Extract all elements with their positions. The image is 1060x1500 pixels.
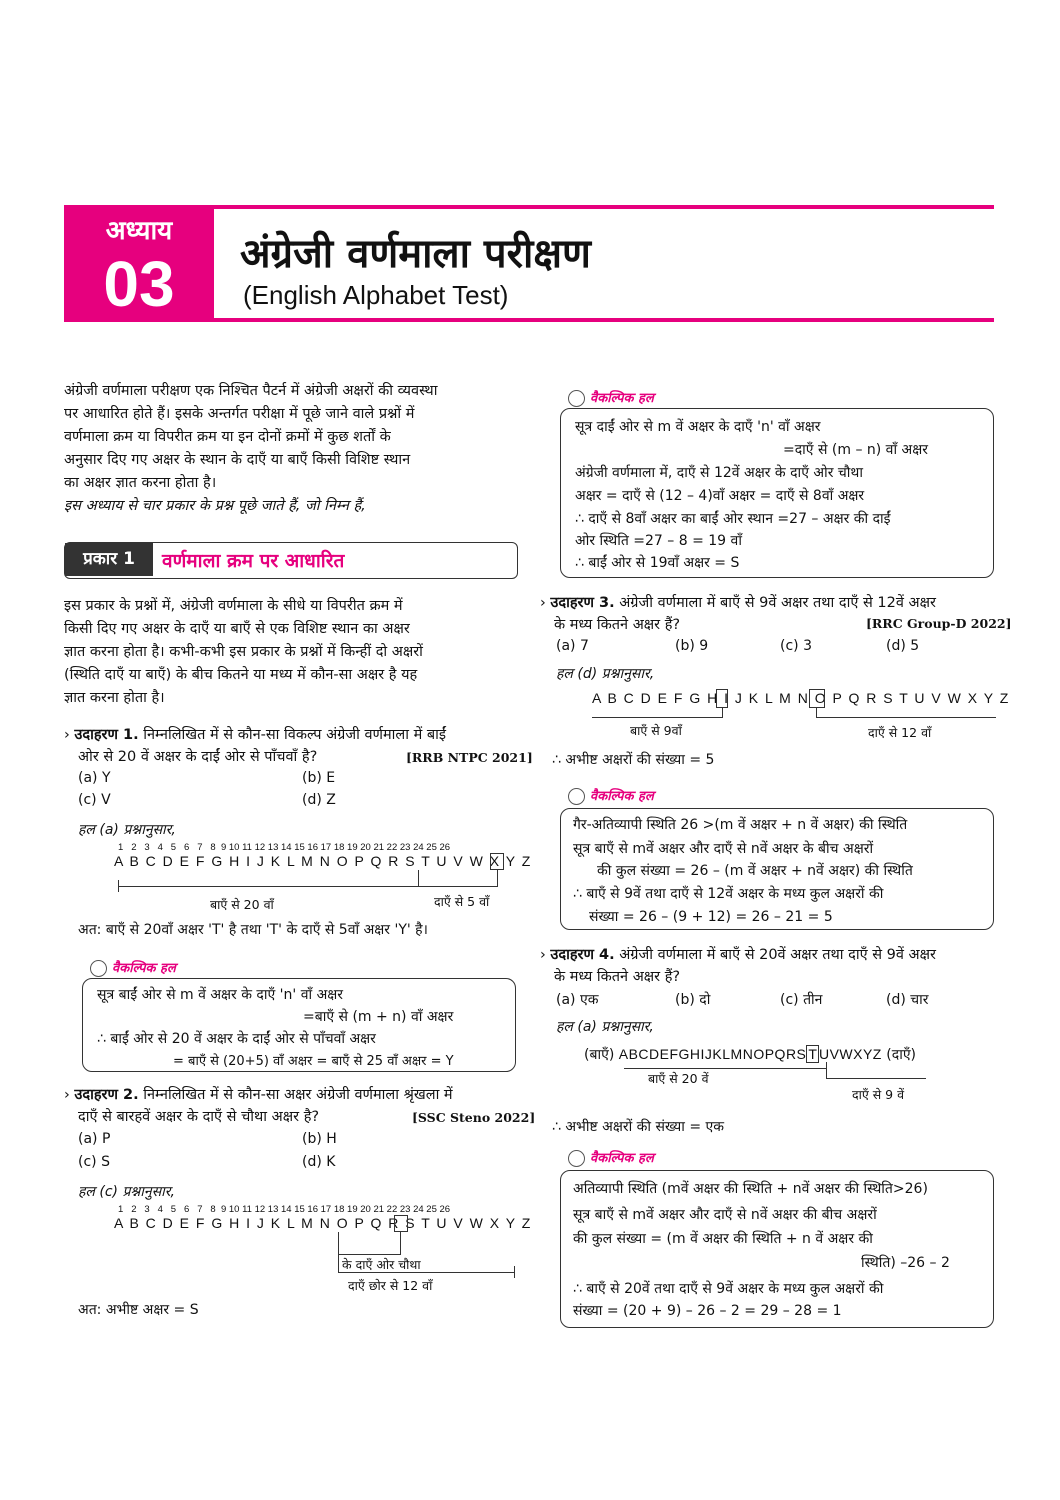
example-label: उदाहरण 2. xyxy=(74,1087,139,1103)
alt-line: ∴ दाएँ से 8वाँ अक्षर का बाईं ओर स्थान =27 – अक्षर की दाईं xyxy=(575,511,891,527)
option-d: (d) चार xyxy=(886,992,929,1008)
alt-solution-box-1 xyxy=(82,978,516,1072)
example-2-source: [SSC Steno 2022] xyxy=(412,1110,536,1125)
right-word: (दाएँ) xyxy=(886,1047,917,1063)
right-bracket-line xyxy=(816,717,996,718)
question-text: अंग्रेजी वर्णमाला में बाएँ से 20वें अक्षर तथा दाएँ से 9वें अक्षर xyxy=(619,947,936,963)
right-label: दाएँ से 5 वाँ xyxy=(434,894,490,909)
alphabet-positions: 1 2 3 4 5 6 7 8 9 10 11 12 13 14 15 16 17 18 19 20 21 22 23 24 25 26 xyxy=(118,1204,451,1215)
alt-solution-label xyxy=(568,388,654,407)
alt-line: स्थिति) –26 – 2 xyxy=(861,1255,950,1271)
option-a: (a) P xyxy=(78,1131,111,1147)
bracket-tick xyxy=(816,708,817,718)
option-d: (d) Z xyxy=(302,792,336,808)
left-bracket-line xyxy=(592,717,722,718)
alt-solution-box-2 xyxy=(560,408,994,578)
intro-paragraph xyxy=(64,380,516,518)
example-3-source: [RRC Group-D 2022] xyxy=(866,616,1012,631)
conclusion: ∴ अभीष्ट अक्षरों की संख्या = एक xyxy=(552,1119,725,1135)
alt-line: सूत्र बाएँ से mवें अक्षर और दाएँ से nवें अक्षर के बीच अक्षरों xyxy=(573,841,874,857)
type1-paragraph xyxy=(64,595,516,710)
bracket-tick xyxy=(497,870,498,887)
example-label: उदाहरण 3. xyxy=(550,595,615,611)
type1-line: इस प्रकार के प्रश्नों में, अंग्रेजी वर्णमाला के सीधे या विपरीत क्रम में xyxy=(64,598,403,614)
alt-line: अतिव्यापी स्थिति (mवें अक्षर की स्थिति + nवें अक्षर की स्थिति>26) xyxy=(573,1181,928,1197)
alt-line: ∴ बाएँ से 9वें तथा दाएँ से 12वें अक्षर के मध्य कुल अक्षरों की xyxy=(573,886,884,902)
right-bracket-line xyxy=(418,886,498,887)
intro-line: वर्णमाला क्रम या विपरीत क्रम या इन दोनों क्रमों में कुछ शर्तों के xyxy=(64,429,391,445)
bulb-icon xyxy=(90,960,107,977)
question-text: के मध्य कितने अक्षर हैं? xyxy=(554,969,681,985)
alt-line: ∴ बाईं ओर से 19वाँ अक्षर = S xyxy=(575,555,740,571)
chapter-word: अध्याय xyxy=(105,216,173,246)
alt-line: = बाएँ से (20+5) वाँ अक्षर = बाएँ से 25 वाँ अक्षर = Y xyxy=(173,1054,454,1069)
example-label: उदाहरण 4. xyxy=(550,947,615,963)
intro-italic-line: इस अध्याय से चार प्रकार के प्रश्न पूछे जाते हैं, जो निम्न हैं, xyxy=(64,498,366,514)
alt-line: की कुल संख्या = (m वें अक्षर की स्थिति + n वें अक्षर की xyxy=(573,1231,873,1247)
alt-line: ओर स्थिति =27 – 8 = 19 वाँ xyxy=(575,533,742,549)
example-2-question: › उदाहरण 2. निम्नलिखित में से कौन-सा अक्षर अंग्रेजी वर्णमाला श्रृंखला में दाएँ से बारहवें अक्षर के दाएँ से चौथा अक्षर है? xyxy=(64,1087,453,1125)
bracket-tick xyxy=(338,1232,339,1272)
option-c: (c) तीन xyxy=(780,992,823,1008)
alphabet-row: A B C D E F G H I J K L M N O P Q R S T U V W X Y Z xyxy=(592,690,1010,706)
alphabet-row: A B C D E F G H I J K L M N O P Q R S T U V W X Y Z xyxy=(114,1215,532,1231)
option-b: (b) E xyxy=(302,770,336,786)
solution-heading: हल (d) प्रश्नानुसार, xyxy=(556,666,655,682)
type1-line: ज्ञात करना होता है। xyxy=(64,690,165,706)
bracket-tick xyxy=(826,1062,827,1078)
bracket-tick xyxy=(118,880,119,892)
alt-line: ∴ बाईं ओर से 20 वें अक्षर के दाईं ओर से पाँचवाँ अक्षर xyxy=(97,1031,376,1047)
bulb-icon xyxy=(568,390,585,407)
chapter-number: 03 xyxy=(103,248,175,320)
bracket-tick xyxy=(400,1232,401,1255)
conclusion: अत: अभीष्ट अक्षर = S xyxy=(78,1302,199,1318)
highlight-box xyxy=(809,689,825,708)
highlight-box xyxy=(394,1215,408,1232)
left-label: बाएँ से 20 वें xyxy=(648,1071,709,1086)
left-bracket-line xyxy=(118,886,418,887)
chapter-badge xyxy=(64,205,214,322)
type-title: वर्णमाला क्रम पर आधारित xyxy=(162,550,345,572)
question-text: निम्नलिखित में से कौन-सा विकल्प अंग्रेजी वर्णमाला में बाईं xyxy=(143,727,447,743)
type1-line: किसी दिए गए अक्षर के दाएँ या बाएँ से एक विशिष्ट स्थान का अक्षर xyxy=(64,621,410,637)
left-label: बाएँ से 20 वाँ xyxy=(210,897,274,912)
alt-label-text: वैकल्पिक हल xyxy=(112,961,176,976)
intro-line: पर आधारित होते हैं। इसके अन्तर्गत परीक्षा में पूछे जाने वाले प्रश्नों में xyxy=(64,406,415,422)
type1-line: ज्ञात करना होता है। कभी-कभी इस प्रकार के प्रश्नों में किन्हीं दो अक्षरों xyxy=(64,644,423,660)
alt-label-text: वैकल्पिक हल xyxy=(590,789,654,804)
example-1-question: › उदाहरण 1. निम्नलिखित में से कौन-सा विकल्प अंग्रेजी वर्णमाला में बाईं ओर से 20 वें अक्षर के दाईं ओर से पाँचवाँ है? xyxy=(64,727,447,765)
left-word: (बाएँ) xyxy=(584,1047,615,1063)
label-right-fourth: के दाएँ ओर चौथा xyxy=(342,1257,421,1272)
alphabet-row: A B C D E F G H I J K L M N O P Q R S T U V W X Y Z xyxy=(114,853,532,869)
option-b: (b) 9 xyxy=(675,638,709,654)
example-4-question: › उदाहरण 4. अंग्रेजी वर्णमाला में बाएँ से 20वें अक्षर तथा दाएँ से 9वें अक्षर के मध्य कितने अक्षर हैं? xyxy=(540,947,936,985)
example-label: उदाहरण 1. xyxy=(74,727,139,743)
right-bracket-line xyxy=(826,1078,926,1079)
solution-heading: हल (a) प्रश्नानुसार, xyxy=(78,822,176,838)
alt-line: ∴ बाएँ से 20वें तथा दाएँ से 9वें अक्षर के मध्य कुल अक्षरों की xyxy=(573,1281,884,1297)
question-text: दाएँ से बारहवें अक्षर के दाएँ से चौथा अक्षर है? xyxy=(78,1109,320,1125)
intro-line: अनुसार दिए गए अक्षर के स्थान के दाएँ या बाएँ किसी विशिष्ट स्थान xyxy=(64,452,411,468)
alt-line: संख्या = (20 + 9) – 26 – 2 = 29 – 28 = 1 xyxy=(573,1303,842,1319)
type1-line: (स्थिति दाएँ या बाएँ) के बीच कितने या मध्य में कौन-सा अक्षर है यह xyxy=(64,667,418,683)
highlight-letter: T xyxy=(808,1046,817,1062)
option-d: (d) K xyxy=(302,1154,336,1170)
alt-line: की कुल संख्या = 26 – (m वें अक्षर + nवें अक्षर) की स्थिति xyxy=(597,863,913,879)
bulb-icon xyxy=(568,788,585,805)
bulb-icon xyxy=(568,1150,585,1167)
intro-line: का अक्षर ज्ञात करना होता है। xyxy=(64,475,217,491)
question-text: ओर से 20 वें अक्षर के दाईं ओर से पाँचवाँ है? xyxy=(78,749,318,765)
alphabet-positions: 1 2 3 4 5 6 7 8 9 10 11 12 13 14 15 16 17 18 19 20 21 22 23 24 25 26 xyxy=(118,842,451,853)
alt-solution-label xyxy=(90,958,176,977)
example-3-question: › उदाहरण 3. अंग्रेजी वर्णमाला में बाएँ से 9वें अक्षर तथा दाएँ से 12वें अक्षर के मध्य कितने अक्षर हैं? xyxy=(540,595,936,633)
bracket-tick xyxy=(418,870,419,887)
alt-label-text: वैकल्पिक हल xyxy=(590,391,654,406)
alt-line: =दाएँ से (m – n) वाँ अक्षर xyxy=(783,442,929,458)
page-title: अंग्रेजी वर्णमाला परीक्षण xyxy=(240,231,591,277)
question-text: अंग्रेजी वर्णमाला में बाएँ से 9वें अक्षर तथा दाएँ से 12वें अक्षर xyxy=(619,595,936,611)
alt-line: संख्या = 26 – (9 + 12) = 26 – 21 = 5 xyxy=(589,909,833,925)
alphabet-row-wrapper xyxy=(584,1045,916,1064)
alt-solution-box-4 xyxy=(560,1170,994,1328)
example-1-source: [RRB NTPC 2021] xyxy=(406,750,533,765)
alt-line: अक्षर = दाएँ से (12 – 4)वाँ अक्षर = दाएँ से 8वाँ अक्षर xyxy=(575,488,865,504)
right-label: दाएँ से 9 वें xyxy=(852,1087,905,1102)
option-a: (a) Y xyxy=(78,770,111,786)
solution-heading: हल (a) प्रश्नानुसार, xyxy=(556,1019,654,1035)
alt-solution-label xyxy=(568,1148,654,1167)
option-b: (b) H xyxy=(302,1131,337,1147)
type-tag: प्रकार 1 xyxy=(65,543,153,576)
question-text: निम्नलिखित में से कौन-सा अक्षर अंग्रेजी वर्णमाला श्रृंखला में xyxy=(143,1087,453,1103)
option-c: (c) 3 xyxy=(780,638,812,654)
bracket-tick xyxy=(722,708,723,718)
alphabet-part: UVWXYZ xyxy=(818,1046,882,1062)
solution-heading: हल (c) प्रश्नानुसार, xyxy=(78,1184,175,1200)
intro-line: अंग्रेजी वर्णमाला परीक्षण एक निश्चित पैटर्न में अंग्रेजी अक्षरों की व्यवस्था xyxy=(64,383,438,399)
alt-solution-box-3 xyxy=(560,808,994,930)
alt-label-text: वैकल्पिक हल xyxy=(590,1151,654,1166)
bracket-tick xyxy=(514,1266,515,1278)
left-label: बाएँ से 9वाँ xyxy=(630,723,682,738)
option-d: (d) 5 xyxy=(886,638,920,654)
highlight-box xyxy=(716,689,728,708)
right-label: दाएँ से 12 वाँ xyxy=(868,725,932,740)
question-text: के मध्य कितने अक्षर हैं? xyxy=(554,617,681,633)
page-subtitle: (English Alphabet Test) xyxy=(243,280,509,310)
right-four-line xyxy=(338,1254,400,1255)
alt-line: =बाएँ से (m + n) वाँ अक्षर xyxy=(303,1009,454,1025)
alt-line: सूत्र बाएँ से mवें अक्षर और दाएँ से nवें अक्षर की बीच अक्षरों xyxy=(573,1207,877,1223)
highlight-box xyxy=(490,853,504,870)
alt-line: अंग्रेजी वर्णमाला में, दाएँ से 12वें अक्षर के दाएँ ओर चौथा xyxy=(575,465,863,481)
option-a: (a) एक xyxy=(556,992,599,1008)
conclusion: अत: बाएँ से 20वाँ अक्षर 'T' है तथा 'T' के दाएँ से 5वाँ अक्षर 'Y' है। xyxy=(78,922,428,938)
alt-solution-label xyxy=(568,786,654,805)
option-c: (c) S xyxy=(78,1154,110,1170)
alt-line: गैर-अतिव्यापी स्थिति 26 >(m वें अक्षर + n वें अक्षर) की स्थिति xyxy=(573,817,908,833)
alt-line: सूत्र दाईं ओर से m वें अक्षर के दाएँ 'n' वाँ अक्षर xyxy=(575,419,821,435)
left-bracket-line xyxy=(624,1068,826,1069)
option-a: (a) 7 xyxy=(556,638,589,654)
alphabet-part: ABCDEFGHIJKLMNOPQRS xyxy=(618,1046,807,1062)
option-c: (c) V xyxy=(78,792,111,808)
label-twelfth: दाएँ छोर से 12 वाँ xyxy=(348,1278,433,1293)
alt-line: सूत्र बाईं ओर से m वें अक्षर के दाएँ 'n' वाँ अक्षर xyxy=(97,987,344,1003)
option-b: (b) दो xyxy=(675,992,711,1008)
conclusion: ∴ अभीष्ट अक्षरों की संख्या = 5 xyxy=(552,752,715,768)
